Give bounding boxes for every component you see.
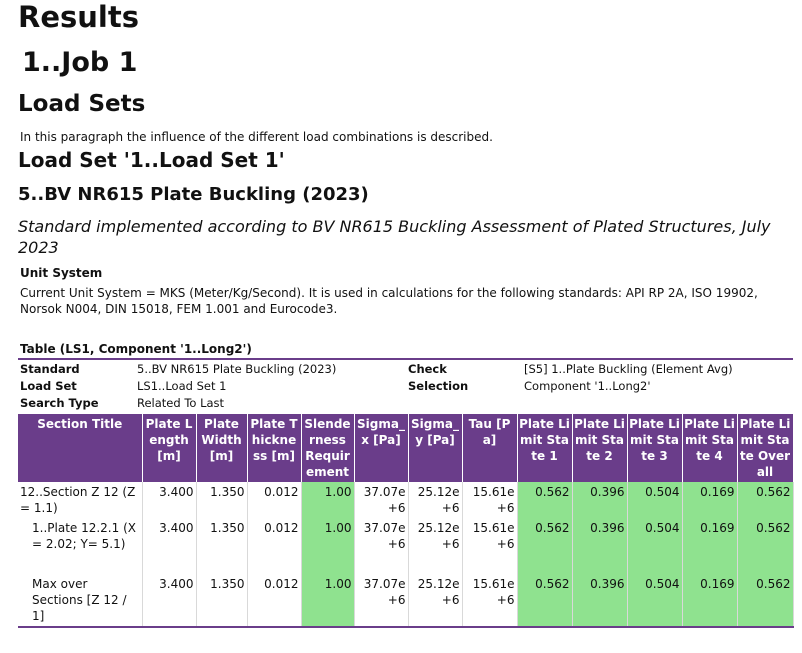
cell-tau: 15.61e+6 <box>462 574 517 627</box>
cell-limit-state-3: 0.504 <box>627 574 682 627</box>
cell-limit-state-2: 0.396 <box>572 574 627 627</box>
col-header-limit-state-overall: Plate Limit State Overall <box>737 414 793 482</box>
load-set-heading: Load Set '1..Load Set 1' <box>18 148 285 172</box>
col-header-plate-width: Plate Width [m] <box>196 414 247 482</box>
cell-limit-state-4: 0.169 <box>682 482 737 518</box>
col-header-tau: Tau [Pa] <box>462 414 517 482</box>
cell-limit-state-1: 0.562 <box>517 518 572 554</box>
table-spacer-row <box>18 554 793 574</box>
info-search-type-label: Search Type <box>20 396 99 410</box>
cell-plate-thickness: 0.012 <box>247 482 301 518</box>
info-load-set-value: LS1..Load Set 1 <box>137 379 227 393</box>
info-check-value: [S5] 1..Plate Buckling (Element Avg) <box>524 362 733 376</box>
col-header-plate-thickness: Plate Thickness [m] <box>247 414 301 482</box>
results-heading: Results <box>18 0 139 34</box>
cell-limit-state-overall: 0.562 <box>737 574 793 627</box>
cell-plate-length: 3.400 <box>142 482 196 518</box>
cell-plate-thickness: 0.012 <box>247 518 301 554</box>
cell-limit-state-2: 0.396 <box>572 482 627 518</box>
cell-limit-state-1: 0.562 <box>517 574 572 627</box>
col-header-limit-state-4: Plate Limit State 4 <box>682 414 737 482</box>
cell-plate-width: 1.350 <box>196 574 247 627</box>
col-header-limit-state-3: Plate Limit State 3 <box>627 414 682 482</box>
cell-sigma-y: 25.12e+6 <box>408 482 462 518</box>
intro-paragraph: In this paragraph the influence of the different load combinations is described. <box>20 130 493 144</box>
cell-limit-state-1: 0.562 <box>517 482 572 518</box>
table-header-row <box>18 414 793 482</box>
cell-plate-width: 1.350 <box>196 482 247 518</box>
cell-limit-state-overall: 0.562 <box>737 518 793 554</box>
cell-slenderness: 1.00 <box>301 518 354 554</box>
cell-section-title: 1..Plate 12.2.1 (X = 2.02; Y= 5.1) <box>18 518 142 554</box>
cell-plate-thickness: 0.012 <box>247 574 301 627</box>
cell-section-title: 12..Section Z 12 (Z = 1.1) <box>18 482 142 518</box>
col-header-slenderness: Slenderness Requirement <box>301 414 354 482</box>
load-sets-heading: Load Sets <box>18 91 146 117</box>
cell-slenderness: 1.00 <box>301 482 354 518</box>
col-header-sigma-x: Sigma_x [Pa] <box>354 414 408 482</box>
cell-tau: 15.61e+6 <box>462 482 517 518</box>
cell-limit-state-4: 0.169 <box>682 574 737 627</box>
col-header-plate-length: Plate Length [m] <box>142 414 196 482</box>
cell-sigma-x: 37.07e+6 <box>354 574 408 627</box>
cell-section-title: Max over Sections [Z 12 / 1] <box>18 574 142 627</box>
cell-limit-state-2: 0.396 <box>572 518 627 554</box>
info-load-set-label: Load Set <box>20 379 77 393</box>
cell-sigma-y: 25.12e+6 <box>408 518 462 554</box>
cell-limit-state-3: 0.504 <box>627 482 682 518</box>
results-table <box>18 414 794 628</box>
job-heading: 1..Job 1 <box>22 47 138 78</box>
cell-limit-state-overall: 0.562 <box>737 482 793 518</box>
col-header-sigma-y: Sigma_y [Pa] <box>408 414 462 482</box>
unit-system-text: Current Unit System = MKS (Meter/Kg/Second). It is used in calculations for the following standards: API RP 2A, ISO 19902, Norsok N004, DIN 15018, FEM 1.001 and Eurocode3. <box>20 286 758 316</box>
cell-sigma-y: 25.12e+6 <box>408 574 462 627</box>
table-info-block <box>18 358 793 413</box>
cell-sigma-x: 37.07e+6 <box>354 482 408 518</box>
table-title: Table (LS1, Component '1..Long2') <box>20 342 252 356</box>
info-standard-value: 5..BV NR615 Plate Buckling (2023) <box>137 362 337 376</box>
cell-limit-state-3: 0.504 <box>627 518 682 554</box>
table-max-row <box>18 574 793 627</box>
cell-limit-state-4: 0.169 <box>682 518 737 554</box>
cell-sigma-x: 37.07e+6 <box>354 518 408 554</box>
info-standard-label: Standard <box>20 362 80 376</box>
table-row <box>18 518 793 554</box>
table-row <box>18 482 793 518</box>
unit-system-title: Unit System <box>20 266 103 280</box>
info-check-label: Check <box>408 362 447 376</box>
cell-plate-length: 3.400 <box>142 518 196 554</box>
cell-slenderness: 1.00 <box>301 574 354 627</box>
standard-note: Standard implemented according to BV NR615 Buckling Assessment of Plated Structures, July 2023 <box>18 217 771 257</box>
info-search-type-value: Related To Last <box>137 396 225 410</box>
col-header-section-title: Section Title <box>18 414 142 482</box>
info-selection-value: Component '1..Long2' <box>524 379 651 393</box>
info-selection-label: Selection <box>408 379 469 393</box>
col-header-limit-state-2: Plate Limit State 2 <box>572 414 627 482</box>
standard-heading: 5..BV NR615 Plate Buckling (2023) <box>18 184 369 205</box>
cell-plate-width: 1.350 <box>196 518 247 554</box>
col-header-limit-state-1: Plate Limit State 1 <box>517 414 572 482</box>
cell-plate-length: 3.400 <box>142 574 196 627</box>
cell-tau: 15.61e+6 <box>462 518 517 554</box>
